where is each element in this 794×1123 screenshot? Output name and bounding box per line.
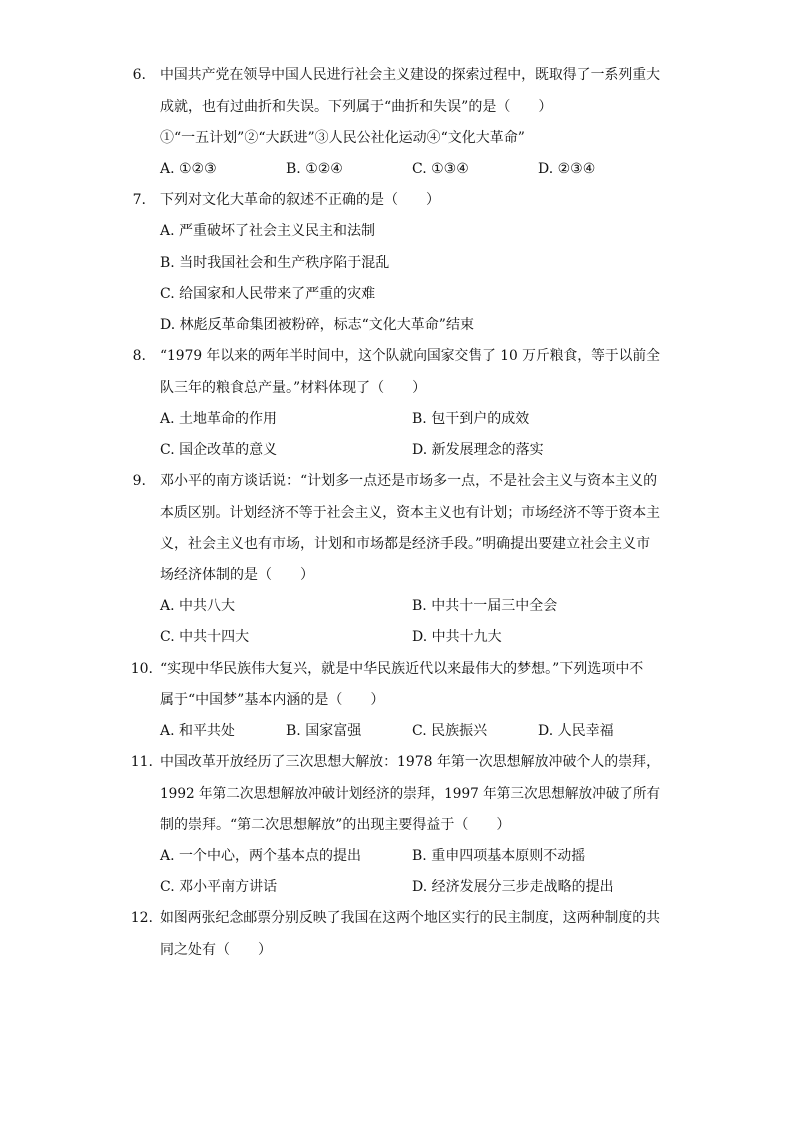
question-text-line: 中国共产党在领导中国人民进行社会主义建设的探索过程中，既取得了一系列重大	[160, 67, 661, 83]
option-b: B. 国家富强	[286, 723, 362, 739]
question-number: 6.	[132, 67, 146, 83]
option-c: C. 国企改革的意义	[160, 442, 278, 458]
option-d: D. 中共十九大	[412, 629, 502, 645]
option-a: A. 一个中心，两个基本点的提出	[160, 848, 362, 864]
question-text-line: 制的崇拜。“第二次思想解放”的出现主要得益于（ ）	[160, 817, 511, 833]
option-b: B. 包干到户的成效	[412, 411, 530, 427]
option-d: D. 经济发展分三步走战略的提出	[412, 879, 614, 895]
option-d: D. 人民幸福	[538, 723, 614, 739]
option-d: D. 林彪反革命集团被粉碎，标志“文化大革命”结束	[160, 317, 474, 333]
question-number: 11.	[130, 754, 153, 770]
option-d: D. 新发展理念的落实	[412, 442, 544, 458]
option-a: A. 和平共处	[160, 723, 236, 739]
question-number: 10.	[130, 661, 153, 677]
question-text-line: 队三年的粮食总产量。”材料体现了（ ）	[160, 380, 427, 396]
option-b: B. 中共十一届三中全会	[412, 598, 558, 614]
question-text-line: 邓小平的南方谈话说：“计划多一点还是市场多一点，不是社会主义与资本主义的	[160, 473, 658, 489]
option-a: A. 土地革命的作用	[160, 411, 278, 427]
option-c: C. ①③④	[412, 161, 469, 177]
option-b: B. ①②④	[286, 161, 343, 177]
option-a: A. ①②③	[160, 161, 217, 177]
question-number: 12.	[130, 910, 153, 926]
option-c: C. 民族振兴	[412, 723, 488, 739]
question-text-line: 中国改革开放经历了三次思想大解放：1978 年第一次思想解放冲破个人的崇拜，	[160, 754, 661, 770]
question-text-line: 如图两张纪念邮票分别反映了我国在这两个地区实行的民主制度，这两种制度的共	[160, 910, 661, 926]
question-text-line: “1979 年以来的两年半时间中，这个队就向国家交售了 10 万斤粮食，等于以前全	[160, 348, 660, 364]
option-c: C. 中共十四大	[160, 629, 250, 645]
question-text-line: 1992 年第二次思想解放冲破计划经济的崇拜，1997 年第三次思想解放冲破了所有	[160, 786, 661, 802]
question-number: 7.	[132, 192, 146, 208]
question-number: 9.	[132, 473, 146, 489]
question-text-line: ①“一五计划”②“大跃进”③人民公社化运动④“文化大革命”	[160, 130, 525, 146]
option-c: C. 邓小平南方讲话	[160, 879, 278, 895]
question-text-line: 成就，也有过曲折和失误。下列属于“曲折和失误”的是（ ）	[160, 99, 553, 115]
option-c: C. 给国家和人民带来了严重的灾难	[160, 286, 376, 302]
option-d: D. ②③④	[538, 161, 596, 177]
option-a: A. 中共八大	[160, 598, 236, 614]
option-b: B. 重申四项基本原则不动摇	[412, 848, 586, 864]
option-b: B. 当时我国社会和生产秩序陷于混乱	[160, 255, 390, 271]
question-number: 8.	[132, 348, 146, 364]
option-a: A. 严重破坏了社会主义民主和法制	[160, 223, 376, 239]
question-text-line: 同之处有（ ）	[160, 942, 272, 958]
question-text-line: 义，社会主义也有市场，计划和市场都是经济手段。”明确提出要建立社会主义市	[160, 536, 651, 552]
question-text-line: 属于“中国梦”基本内涵的是（ ）	[160, 692, 385, 708]
question-text-line: “实现中华民族伟大复兴，就是中华民族近代以来最伟大的梦想。”下列选项中不	[160, 661, 644, 677]
question-text-line: 本质区别。计划经济不等于社会主义，资本主义也有计划；市场经济不等于资本主	[160, 505, 661, 521]
question-text-line: 场经济体制的是（ ）	[160, 567, 314, 583]
question-text-line: 下列对文化大革命的叙述不正确的是（ ）	[160, 192, 440, 208]
